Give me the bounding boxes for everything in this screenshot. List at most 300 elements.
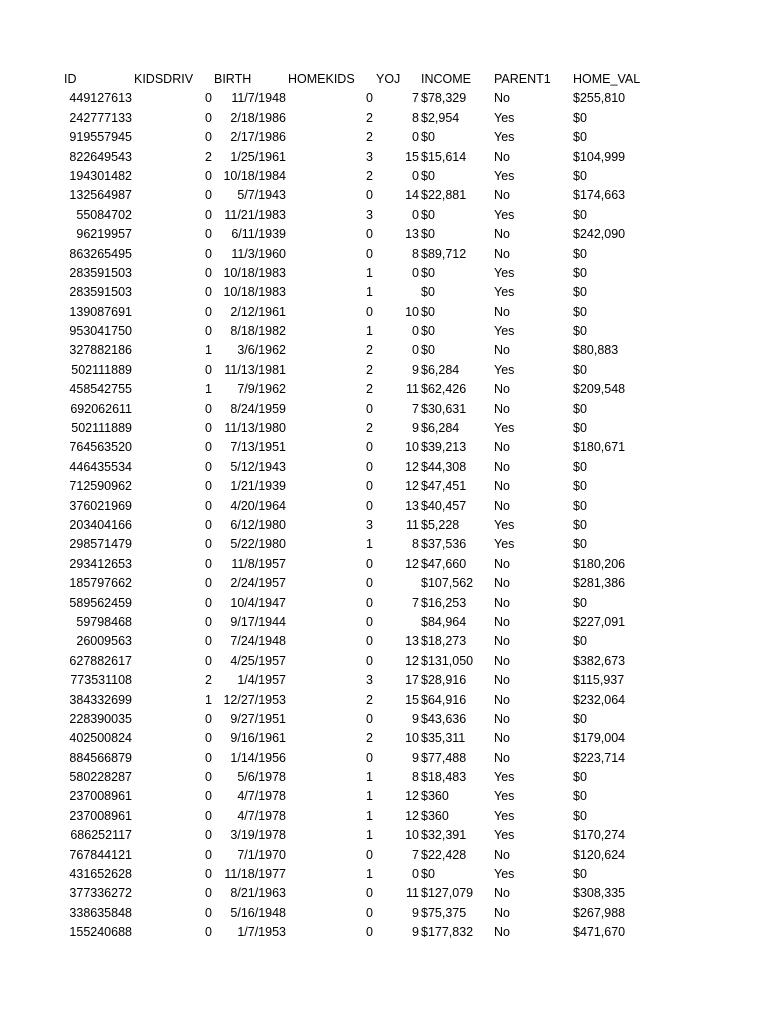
cell-kidsdriv: 0 [205,207,212,222]
cell-income: $78,329 [421,91,467,106]
cell-birth: 6/11/1939 [231,227,286,242]
cell-kidsdriv: 0 [205,401,212,416]
cell-income: $5,228 [421,517,460,532]
cell-home-val: $0 [573,168,587,183]
cell-home-val: $120,624 [573,847,626,862]
cell-yoj: 9 [412,421,419,436]
cell-home-val: $174,663 [573,188,626,203]
cell-kidsdriv: 0 [205,867,212,882]
cell-parent1: No [494,925,510,940]
cell-income: $35,311 [421,731,466,746]
cell-homekids: 2 [366,421,373,436]
table-row [0,632,768,651]
cell-yoj: 9 [412,925,419,940]
cell-parent1: Yes [494,770,515,785]
cell-parent1: Yes [494,110,515,125]
cell-yoj: 11 [406,886,419,901]
cell-birth: 10/18/1983 [223,265,286,280]
cell-parent1: No [494,731,510,746]
header-homekids: HOMEKIDS [288,72,355,86]
cell-id: 203404166 [69,517,132,532]
cell-id: 384332699 [69,692,132,707]
table-row [0,380,768,399]
header-yoj: YOJ [376,72,401,86]
table-row [0,264,768,283]
table-row [0,884,768,903]
cell-parent1: No [494,692,510,707]
cell-yoj: 10 [405,731,419,746]
cell-birth: 9/27/1951 [230,711,286,726]
cell-homekids: 0 [366,711,373,726]
cell-parent1: Yes [494,828,515,843]
table-row [0,846,768,865]
cell-kidsdriv: 1 [205,382,212,397]
cell-home-val: $180,206 [573,556,626,571]
cell-id: 767844121 [69,847,132,862]
cell-yoj: 10 [405,304,419,319]
cell-birth: 11/3/1960 [231,246,286,261]
header-row [0,70,768,89]
cell-kidsdriv: 0 [205,130,212,145]
cell-kidsdriv: 0 [205,847,212,862]
cell-homekids: 0 [366,188,373,203]
table-row [0,594,768,613]
cell-birth: 1/14/1956 [230,750,286,765]
cell-parent1: No [494,595,510,610]
cell-home-val: $232,064 [573,692,626,707]
table-row [0,128,768,147]
cell-yoj: 12 [405,808,419,823]
table-row [0,225,768,244]
cell-homekids: 0 [366,479,373,494]
cell-income: $64,916 [421,692,467,707]
cell-parent1: No [494,401,510,416]
cell-id: 446435534 [69,459,132,474]
cell-yoj: 10 [405,828,419,843]
cell-home-val: $267,988 [573,905,626,920]
cell-income: $16,253 [421,595,467,610]
cell-id: 327882186 [69,343,132,358]
cell-birth: 5/16/1948 [230,905,286,920]
cell-yoj: 7 [412,401,419,416]
cell-birth: 10/18/1984 [223,168,286,183]
cell-homekids: 2 [366,110,373,125]
cell-kidsdriv: 0 [205,556,212,571]
table-row [0,322,768,341]
cell-homekids: 2 [366,731,373,746]
cell-birth: 7/13/1951 [230,440,286,455]
cell-yoj: 10 [405,440,419,455]
cell-id: 431652628 [69,867,132,882]
cell-homekids: 1 [366,324,373,339]
cell-home-val: $180,671 [573,440,626,455]
cell-kidsdriv: 0 [205,168,212,183]
cell-income: $0 [421,324,435,339]
cell-parent1: Yes [494,168,515,183]
cell-birth: 10/18/1983 [223,285,286,300]
cell-income: $75,375 [421,905,467,920]
cell-home-val: $0 [573,498,587,513]
cell-birth: 9/17/1944 [230,614,286,629]
cell-home-val: $115,937 [573,673,625,688]
table-row [0,535,768,554]
cell-parent1: No [494,91,510,106]
cell-birth: 4/7/1978 [237,808,286,823]
cell-parent1: No [494,227,510,242]
cell-income: $18,483 [421,770,467,785]
cell-income: $18,273 [421,634,467,649]
table-row [0,923,768,942]
cell-parent1: No [494,905,510,920]
table-row [0,206,768,225]
cell-birth: 2/24/1957 [230,576,286,591]
cell-income: $360 [421,808,449,823]
cell-income: $30,631 [421,401,467,416]
cell-parent1: Yes [494,421,515,436]
cell-home-val: $0 [573,304,587,319]
table-row [0,671,768,690]
cell-yoj: 8 [412,537,419,552]
cell-kidsdriv: 0 [205,789,212,804]
cell-yoj: 7 [412,91,419,106]
cell-kidsdriv: 0 [205,653,212,668]
cell-parent1: Yes [494,789,515,804]
cell-parent1: Yes [494,517,515,532]
cell-yoj: 9 [412,750,419,765]
cell-home-val: $281,386 [573,576,626,591]
cell-homekids: 1 [366,828,373,843]
cell-home-val: $471,670 [573,925,626,940]
cell-homekids: 0 [366,614,373,629]
table-row [0,497,768,516]
cell-homekids: 0 [366,304,373,319]
cell-parent1: No [494,343,510,358]
cell-id: 242777133 [69,110,132,125]
cell-parent1: No [494,479,510,494]
cell-parent1: No [494,673,510,688]
cell-income: $2,954 [421,110,460,125]
cell-home-val: $0 [573,595,587,610]
cell-birth: 11/13/1981 [224,362,286,377]
table-row [0,458,768,477]
cell-income: $177,832 [421,925,474,940]
cell-yoj: 15 [405,149,419,164]
cell-id: 376021969 [69,498,132,513]
cell-yoj: 8 [412,246,419,261]
cell-income: $0 [421,304,435,319]
cell-yoj: 12 [405,479,419,494]
table-row [0,574,768,593]
table-row [0,438,768,457]
cell-yoj: 11 [406,382,419,397]
table-row [0,109,768,128]
cell-id: 712590962 [69,479,132,494]
table-row [0,729,768,748]
cell-home-val: $0 [573,265,587,280]
cell-home-val: $0 [573,421,587,436]
table-row [0,477,768,496]
cell-home-val: $80,883 [573,343,619,358]
cell-homekids: 0 [366,459,373,474]
cell-home-val: $0 [573,770,587,785]
cell-homekids: 2 [366,168,373,183]
cell-yoj: 12 [405,789,419,804]
cell-yoj: 17 [405,673,419,688]
cell-home-val: $0 [573,459,587,474]
cell-birth: 1/7/1953 [237,925,286,940]
cell-kidsdriv: 0 [205,925,212,940]
table-row [0,691,768,710]
cell-home-val: $0 [573,634,587,649]
cell-income: $37,536 [421,537,467,552]
cell-home-val: $0 [573,789,587,804]
cell-id: 458542755 [69,382,132,397]
cell-kidsdriv: 2 [205,673,212,688]
cell-income: $32,391 [421,828,467,843]
cell-kidsdriv: 0 [205,808,212,823]
header-home-val: HOME_VAL [573,72,641,86]
cell-income: $77,488 [421,750,467,765]
cell-kidsdriv: 0 [205,634,212,649]
table-row [0,186,768,205]
cell-yoj: 12 [405,459,419,474]
cell-homekids: 0 [366,401,373,416]
cell-birth: 3/6/1962 [237,343,286,358]
cell-birth: 12/27/1953 [223,692,286,707]
cell-kidsdriv: 0 [205,362,212,377]
cell-home-val: $0 [573,537,587,552]
cell-id: 298571479 [69,537,132,552]
cell-home-val: $0 [573,362,587,377]
cell-id: 59798468 [76,614,132,629]
cell-kidsdriv: 0 [205,498,212,513]
cell-kidsdriv: 0 [205,576,212,591]
cell-kidsdriv: 0 [205,91,212,106]
cell-id: 96219957 [76,227,132,242]
cell-homekids: 0 [366,750,373,765]
cell-kidsdriv: 0 [205,711,212,726]
cell-birth: 1/4/1957 [237,673,286,688]
cell-income: $47,660 [421,556,467,571]
cell-homekids: 0 [366,905,373,920]
cell-id: 237008961 [69,789,132,804]
cell-yoj: 12 [405,556,419,571]
cell-home-val: $0 [573,130,587,145]
cell-home-val: $0 [573,401,587,416]
cell-income: $39,213 [421,440,467,455]
cell-kidsdriv: 0 [205,886,212,901]
cell-parent1: Yes [494,867,515,882]
cell-income: $0 [421,265,435,280]
cell-income: $107,562 [421,576,474,591]
cell-parent1: No [494,498,510,513]
cell-kidsdriv: 1 [205,343,212,358]
cell-income: $0 [421,285,435,300]
cell-id: 627882617 [69,653,132,668]
cell-id: 580228287 [69,770,132,785]
header-id: ID [64,72,77,86]
cell-income: $0 [421,343,435,358]
cell-kidsdriv: 0 [205,731,212,746]
cell-home-val: $255,810 [573,91,626,106]
cell-birth: 1/21/1939 [230,479,286,494]
cell-home-val: $227,091 [573,614,626,629]
cell-yoj: 8 [412,110,419,125]
cell-home-val: $0 [573,479,587,494]
table-row [0,516,768,535]
cell-parent1: No [494,459,510,474]
cell-parent1: No [494,382,510,397]
cell-id: 589562459 [69,595,132,610]
cell-kidsdriv: 0 [205,614,212,629]
cell-parent1: No [494,576,510,591]
cell-kidsdriv: 0 [205,285,212,300]
cell-yoj: 0 [412,867,419,882]
cell-kidsdriv: 0 [205,459,212,474]
table-row [0,303,768,322]
cell-income: $360 [421,789,449,804]
cell-income: $131,050 [421,653,474,668]
cell-yoj: 9 [412,362,419,377]
cell-home-val: $0 [573,517,587,532]
table-row [0,787,768,806]
cell-id: 194301482 [69,168,132,183]
table-row [0,652,768,671]
cell-id: 863265495 [69,246,132,261]
cell-yoj: 8 [412,770,419,785]
cell-home-val: $382,673 [573,653,626,668]
cell-parent1: No [494,149,510,164]
cell-homekids: 0 [366,576,373,591]
cell-birth: 8/21/1963 [230,886,286,901]
cell-id: 822649543 [69,149,132,164]
cell-birth: 11/8/1957 [231,556,286,571]
cell-id: 764563520 [69,440,132,455]
cell-income: $89,712 [421,246,467,261]
cell-homekids: 3 [366,149,373,164]
header-income: INCOME [421,72,471,86]
cell-id: 402500824 [69,731,132,746]
cell-kidsdriv: 0 [205,304,212,319]
cell-parent1: Yes [494,808,515,823]
cell-parent1: No [494,188,510,203]
cell-homekids: 1 [366,285,373,300]
cell-home-val: $0 [573,324,587,339]
cell-income: $0 [421,207,435,222]
cell-birth: 11/13/1980 [224,421,286,436]
cell-parent1: No [494,556,510,571]
table-row [0,89,768,108]
cell-homekids: 3 [366,207,373,222]
cell-birth: 2/12/1961 [230,304,286,319]
cell-homekids: 0 [366,91,373,106]
cell-kidsdriv: 0 [205,440,212,455]
cell-birth: 7/9/1962 [237,382,286,397]
table-row [0,768,768,787]
cell-home-val: $179,004 [573,731,626,746]
cell-home-val: $308,335 [573,886,626,901]
cell-id: 502111889 [71,421,132,436]
cell-homekids: 1 [366,265,373,280]
cell-income: $0 [421,867,435,882]
cell-home-val: $0 [573,808,587,823]
cell-home-val: $0 [573,110,587,125]
cell-home-val: $0 [573,711,587,726]
cell-income: $0 [421,130,435,145]
cell-parent1: No [494,304,510,319]
cell-birth: 4/25/1957 [230,653,286,668]
cell-parent1: Yes [494,537,515,552]
cell-birth: 3/19/1978 [230,828,286,843]
cell-income: $15,614 [421,149,467,164]
cell-homekids: 1 [366,770,373,785]
cell-birth: 9/16/1961 [230,731,286,746]
cell-homekids: 2 [366,130,373,145]
cell-parent1: No [494,246,510,261]
cell-kidsdriv: 2 [205,149,212,164]
cell-parent1: Yes [494,130,515,145]
table-row [0,613,768,632]
cell-birth: 11/18/1977 [224,867,286,882]
cell-yoj: 7 [412,595,419,610]
cell-yoj: 14 [405,188,419,203]
cell-homekids: 3 [366,517,373,532]
cell-kidsdriv: 0 [205,324,212,339]
cell-home-val: $0 [573,867,587,882]
cell-id: 185797662 [69,576,132,591]
cell-income: $127,079 [421,886,474,901]
cell-birth: 7/1/1970 [237,847,286,862]
cell-kidsdriv: 0 [205,517,212,532]
cell-yoj: 0 [412,324,419,339]
table-body [0,89,768,942]
cell-homekids: 1 [366,808,373,823]
cell-yoj: 0 [412,343,419,358]
cell-homekids: 0 [366,925,373,940]
cell-birth: 4/7/1978 [237,789,286,804]
cell-birth: 5/12/1943 [230,459,286,474]
cell-id: 692062611 [70,401,132,416]
cell-birth: 4/20/1964 [230,498,286,513]
cell-kidsdriv: 0 [205,227,212,242]
cell-income: $47,451 [421,479,467,494]
cell-birth: 5/22/1980 [230,537,286,552]
cell-homekids: 1 [366,867,373,882]
cell-homekids: 2 [366,382,373,397]
table-row [0,865,768,884]
cell-kidsdriv: 0 [205,595,212,610]
cell-income: $40,457 [421,498,467,513]
cell-parent1: No [494,614,510,629]
cell-homekids: 0 [366,440,373,455]
cell-parent1: Yes [494,285,515,300]
cell-birth: 11/21/1983 [224,207,286,222]
cell-homekids: 0 [366,653,373,668]
cell-yoj: 13 [405,227,419,242]
cell-yoj: 0 [412,168,419,183]
cell-home-val: $0 [573,285,587,300]
cell-kidsdriv: 0 [205,110,212,125]
table-row [0,419,768,438]
cell-birth: 8/24/1959 [230,401,286,416]
cell-income: $0 [421,168,435,183]
cell-kidsdriv: 0 [205,421,212,436]
header-parent1: PARENT1 [494,72,551,86]
cell-home-val: $0 [573,246,587,261]
table-row [0,148,768,167]
cell-kidsdriv: 0 [205,246,212,261]
cell-id: 773531108 [70,673,132,688]
